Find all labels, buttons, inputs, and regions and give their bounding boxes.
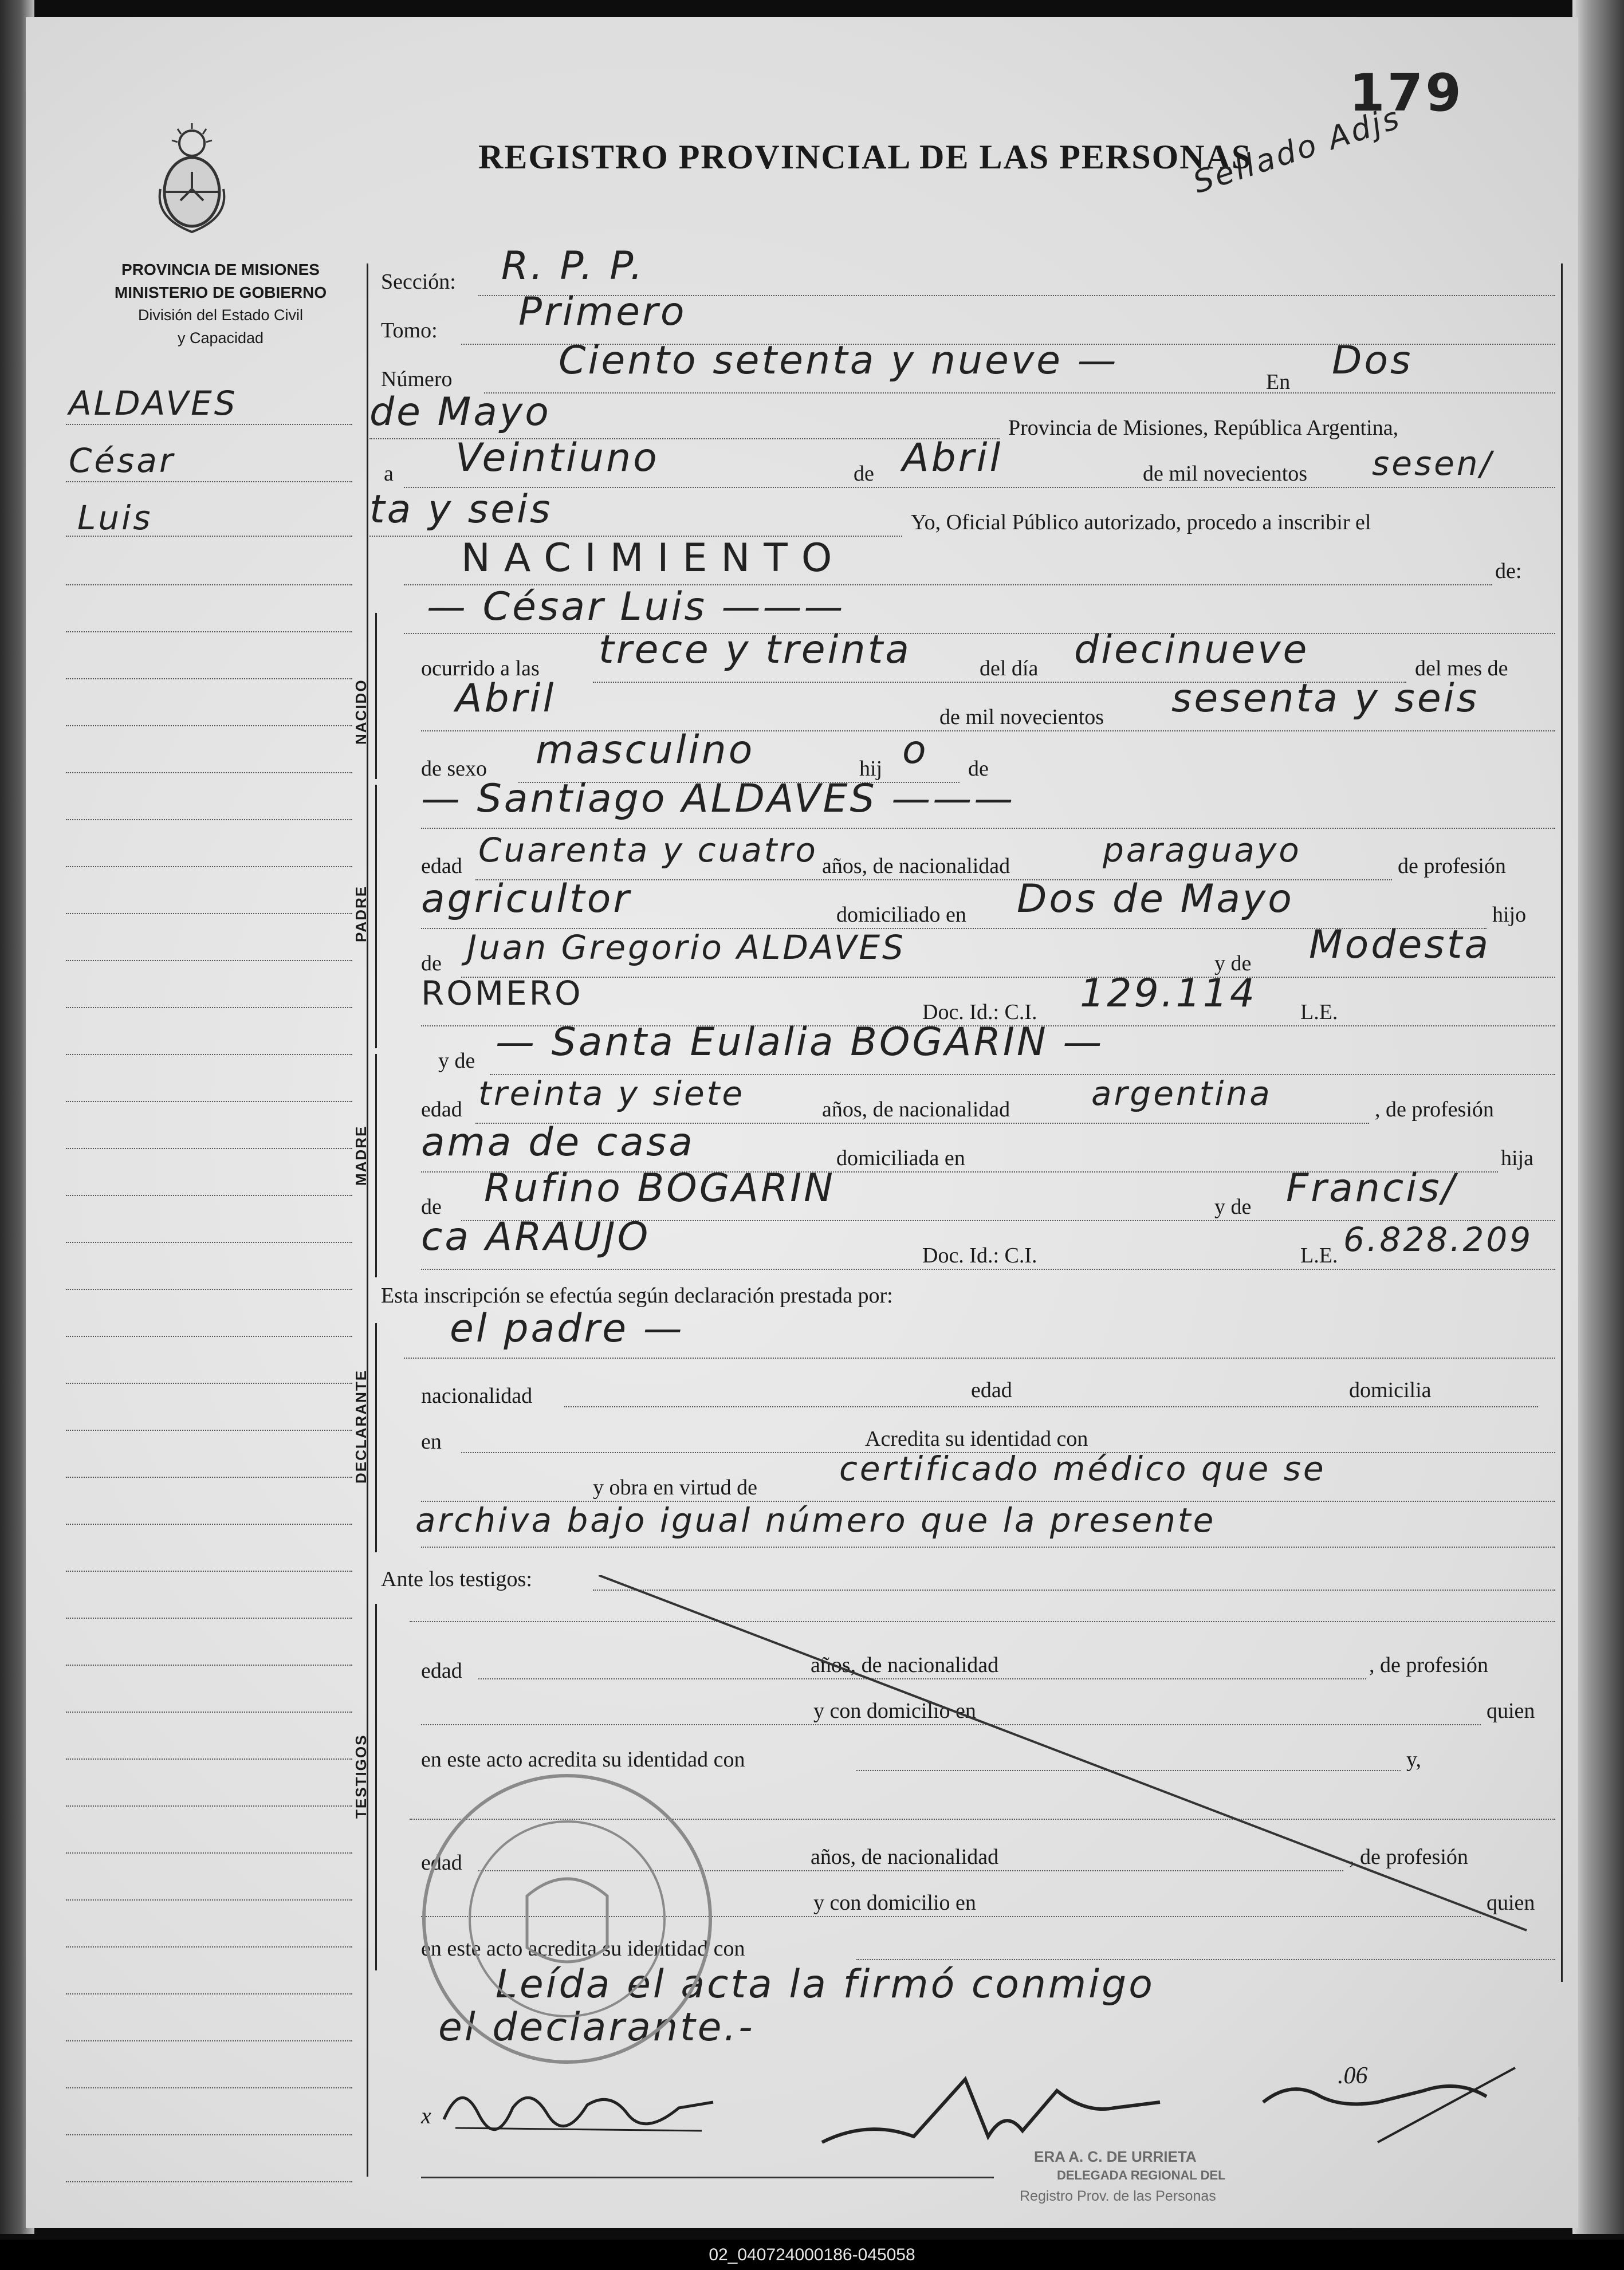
margin-line: [66, 2181, 352, 2182]
label-declarante: DECLARANTE: [352, 1369, 369, 1484]
margin-line: [66, 631, 352, 632]
margin-line: [66, 424, 352, 425]
label-de-sexo: de sexo: [421, 757, 487, 781]
margin-line: [66, 1383, 352, 1384]
value-mes: Abril: [902, 435, 1003, 481]
margin-second-name: Luis: [77, 498, 153, 537]
round-stamp-icon: [407, 1758, 728, 2079]
label-quien: quien: [1487, 1699, 1535, 1723]
padre-bracket: [375, 785, 377, 1048]
margin-line: [66, 1054, 352, 1055]
official-stamp-line2: DELEGADA REGIONAL DEL: [1057, 2168, 1226, 2182]
margin-line: [66, 772, 352, 773]
label-edad: edad: [421, 854, 462, 878]
value-mes-nac: Abril: [455, 676, 556, 721]
line-nombre: [404, 633, 1555, 634]
value-declarante: el padre —: [450, 1306, 685, 1351]
label-domiciliada: domiciliada en: [836, 1146, 965, 1170]
margin-line: [66, 866, 352, 867]
book-edge-right: [1572, 0, 1624, 2234]
value-place-cont: de Mayo: [369, 390, 551, 435]
label-del-dia: del día: [980, 656, 1039, 680]
margin-line: [66, 1477, 352, 1478]
signature-date-mark: .06: [1338, 2063, 1368, 2089]
label-de-colon: de:: [1495, 559, 1522, 583]
label-hijo: hijo: [1492, 903, 1527, 927]
value-padre-nac: paraguayo: [1103, 831, 1301, 870]
margin-line: [66, 2087, 352, 2088]
line-obra2: [421, 1547, 1555, 1548]
value-madre-nombre: — Santa Eulalia BOGARIN —: [496, 1020, 1104, 1065]
margin-line: [66, 2040, 352, 2041]
coat-of-arms-icon: [149, 120, 235, 241]
margin-line: [66, 1148, 352, 1149]
value-abuelo-m: Rufino BOGARIN: [484, 1166, 836, 1211]
value-seccion: R. P. P.: [501, 243, 645, 289]
institution-line3: División del Estado Civil: [137, 306, 304, 324]
value-hijo-suffix: o: [902, 727, 929, 773]
label-anos-nac3: años, de nacionalidad: [811, 1653, 999, 1677]
label-doc-id-ci: Doc. Id.: C.I.: [922, 1000, 1037, 1024]
label-edad4: edad: [421, 1659, 462, 1683]
margin-line: [66, 960, 352, 961]
margin-line: [66, 1946, 352, 1948]
label-anos-nac: años, de nacionalidad: [822, 854, 1010, 878]
declarante-bracket: [375, 1323, 377, 1552]
label-hij: hij: [859, 757, 883, 781]
label-de-profesion2: , de profesión: [1375, 1097, 1494, 1122]
value-abuelo: Juan Gregorio ALDAVES: [467, 928, 906, 967]
label-esta-inscripcion: Esta inscripción se efectúa según declaración prestada por:: [381, 1284, 893, 1308]
label-edad3: edad: [971, 1378, 1012, 1402]
label-quien2: quien: [1487, 1891, 1535, 1915]
label-edad2: edad: [421, 1097, 462, 1122]
line-t2-acto: [856, 1959, 1555, 1960]
signature-base-line: [421, 2177, 994, 2178]
label-a: a: [384, 462, 394, 486]
value-obra-b: archiva bajo igual número que la presente: [415, 1501, 1216, 1540]
label-yo: Yo, Oficial Público autorizado, procedo a inscribir el: [911, 510, 1371, 534]
label-testigos: TESTIGOS: [352, 1734, 369, 1819]
value-padre-nombre: — Santiago ALDAVES ———: [421, 776, 1016, 821]
value-cierre-a: Leída el acta la firmó conmigo: [496, 1962, 1155, 2007]
margin-line: [66, 1101, 352, 1102]
margin-line: [66, 1571, 352, 1572]
value-obra-a: certificado médico que se: [839, 1449, 1326, 1488]
margin-line: [66, 584, 352, 585]
label-domiciliado: domiciliado en: [836, 903, 966, 927]
label-provincia: Provincia de Misiones, República Argentina,: [1008, 416, 1399, 440]
label-le: L.E.: [1300, 1000, 1338, 1024]
line-declarante: [404, 1358, 1555, 1359]
value-tomo: Primero: [518, 289, 687, 335]
margin-first-name: César: [69, 441, 175, 480]
margin-line: [66, 1195, 352, 1196]
margin-line: [66, 1007, 352, 1008]
margin-line: [66, 678, 352, 679]
line-nacionalidad: [564, 1406, 1538, 1407]
line-abuelos: [461, 977, 1555, 978]
form-right-border: [1561, 263, 1563, 1982]
label-de-profesion3: , de profesión: [1369, 1653, 1488, 1677]
label-de-profesion4: , de profesión: [1349, 1845, 1468, 1869]
line-numero: [484, 392, 1555, 394]
label-anos-nac2: años, de nacionalidad: [822, 1097, 1010, 1122]
value-padre-prof: agricultor: [421, 876, 632, 922]
margin-line: [66, 1899, 352, 1901]
value-numero: Ciento setenta y nueve —: [559, 338, 1119, 383]
label-de3: de: [421, 951, 442, 975]
madre-bracket: [375, 1054, 377, 1277]
label-de-mil2: de mil novecientos: [939, 705, 1104, 729]
value-cierre-b: el declarante.-: [438, 2005, 755, 2050]
value-anio-b: ta y seis: [369, 487, 553, 532]
margin-line: [66, 2134, 352, 2135]
label-nacionalidad: nacionalidad: [421, 1384, 533, 1408]
value-padre-ci: 129.114: [1080, 971, 1257, 1016]
label-tomo: Tomo:: [381, 318, 438, 343]
label-de-mil: de mil novecientos: [1143, 462, 1308, 486]
cross-out-line-icon: [599, 1575, 1544, 1942]
label-en2: en: [421, 1430, 442, 1454]
value-hora: trece y treinta: [599, 627, 911, 672]
value-madre-le: 6.828.209: [1343, 1220, 1533, 1259]
label-le2: L.E.: [1300, 1244, 1338, 1268]
label-acto2: en este acto acredita su identidad con: [421, 1937, 745, 1961]
label-y-obra: y obra en virtud de: [593, 1476, 758, 1500]
label-acredita: Acredita su identidad con: [865, 1427, 1088, 1451]
label-y-de: y de: [1214, 951, 1252, 975]
margin-line: [66, 1524, 352, 1525]
document-page: [26, 17, 1578, 2228]
declarant-signature-icon: [438, 2074, 725, 2137]
line-madre-doc: [421, 1269, 1555, 1270]
margin-line: [66, 1289, 352, 1290]
label-de1: de: [854, 462, 874, 486]
label-y-de3: y de: [1214, 1195, 1252, 1219]
official-stamp-line1: ERA A. C. DE URRIETA: [1034, 2148, 1197, 2165]
value-sexo: masculino: [536, 727, 755, 773]
value-dia: Veintiuno: [455, 435, 659, 481]
testigos-bracket: [375, 1604, 377, 1970]
label-edad5: edad: [421, 1851, 462, 1875]
nacido-bracket: [375, 613, 377, 779]
label-y-domicilio2: y con domicilio en: [813, 1891, 976, 1915]
margin-line: [66, 1430, 352, 1431]
line-padre-nombre: [421, 828, 1555, 829]
institution-line2: MINISTERIO DE GOBIERNO: [114, 284, 327, 301]
value-dia-nac: diecinueve: [1074, 627, 1310, 672]
value-nombre: — César Luis ———: [427, 584, 846, 630]
label-ante: Ante los testigos:: [381, 1567, 532, 1591]
margin-line: [66, 1618, 352, 1619]
label-nacido: NACIDO: [352, 679, 369, 745]
value-abuela-b: ROMERO: [421, 974, 583, 1013]
value-en-place: Dos: [1332, 338, 1413, 383]
margin-line: [66, 1336, 352, 1337]
margin-line: [66, 536, 352, 537]
margin-line: [66, 1712, 352, 1713]
value-madre-edad: treinta y siete: [478, 1074, 745, 1113]
margin-line: [66, 1665, 352, 1666]
value-abuela-m-a: Francis/: [1286, 1166, 1457, 1211]
label-de-profesion: de profesión: [1398, 854, 1506, 878]
label-de2: de: [968, 757, 989, 781]
label-domicilia: domicilia: [1349, 1378, 1432, 1402]
margin-line: [66, 819, 352, 820]
institution-line1: PROVINCIA DE MISIONES: [121, 261, 320, 278]
label-en: En: [1266, 370, 1291, 394]
value-acto: NACIMIENTO: [461, 536, 846, 581]
label-padre: PADRE: [352, 885, 369, 942]
document-title: REGISTRO PROVINCIAL DE LAS PERSONAS: [478, 138, 1252, 176]
institution-line4: y Capacidad: [177, 329, 264, 347]
value-madre-prof: ama de casa: [421, 1120, 695, 1165]
corner-number: 179: [1349, 63, 1464, 123]
label-seccion: Sección:: [381, 270, 456, 294]
signature-x-mark: x: [421, 2103, 431, 2129]
value-anio-nac: sesenta y seis: [1171, 676, 1480, 721]
label-doc-id-ci2: Doc. Id.: C.I.: [922, 1244, 1037, 1268]
margin-line: [66, 1242, 352, 1243]
label-y-comma: y,: [1406, 1748, 1422, 1772]
label-hija: hija: [1501, 1146, 1533, 1170]
value-abuela-a: Modesta: [1309, 922, 1491, 967]
label-acto: en este acto acredita su identidad con: [421, 1748, 745, 1772]
margin-line: [66, 1805, 352, 1807]
value-anio-a: sesen/: [1372, 444, 1494, 483]
margin-line: [66, 481, 352, 482]
value-abuela-m-b: ca ARAUJO: [421, 1214, 651, 1260]
line-fecha: [404, 487, 1555, 488]
official-stamp-line3: Registro Prov. de las Personas: [1020, 2188, 1216, 2204]
value-padre-edad: Cuarenta y cuatro: [478, 831, 818, 870]
label-de4: de: [421, 1195, 442, 1219]
label-ocurrido: ocurrido a las: [421, 656, 540, 680]
label-y-de2: y de: [438, 1049, 475, 1073]
value-padre-dom: Dos de Mayo: [1017, 876, 1294, 922]
label-y-domicilio: y con domicilio en: [813, 1699, 976, 1723]
label-anos-nac4: años, de nacionalidad: [811, 1845, 999, 1869]
corner-mark: Sellado Adjs: [1189, 99, 1406, 200]
margin-line: [66, 913, 352, 914]
margin-line: [66, 1758, 352, 1760]
label-madre: MADRE: [352, 1125, 369, 1186]
margin-surname: ALDAVES: [69, 384, 238, 423]
margin-line: [66, 1993, 352, 1994]
footer-id: 02_040724000186-045058: [0, 2240, 1624, 2270]
label-numero: Número: [381, 367, 453, 391]
margin-line: [66, 725, 352, 726]
margin-line: [66, 1852, 352, 1854]
form-left-border: [367, 263, 368, 2177]
label-del-mes: del mes de: [1415, 656, 1508, 680]
value-madre-nac: argentina: [1091, 1074, 1272, 1113]
